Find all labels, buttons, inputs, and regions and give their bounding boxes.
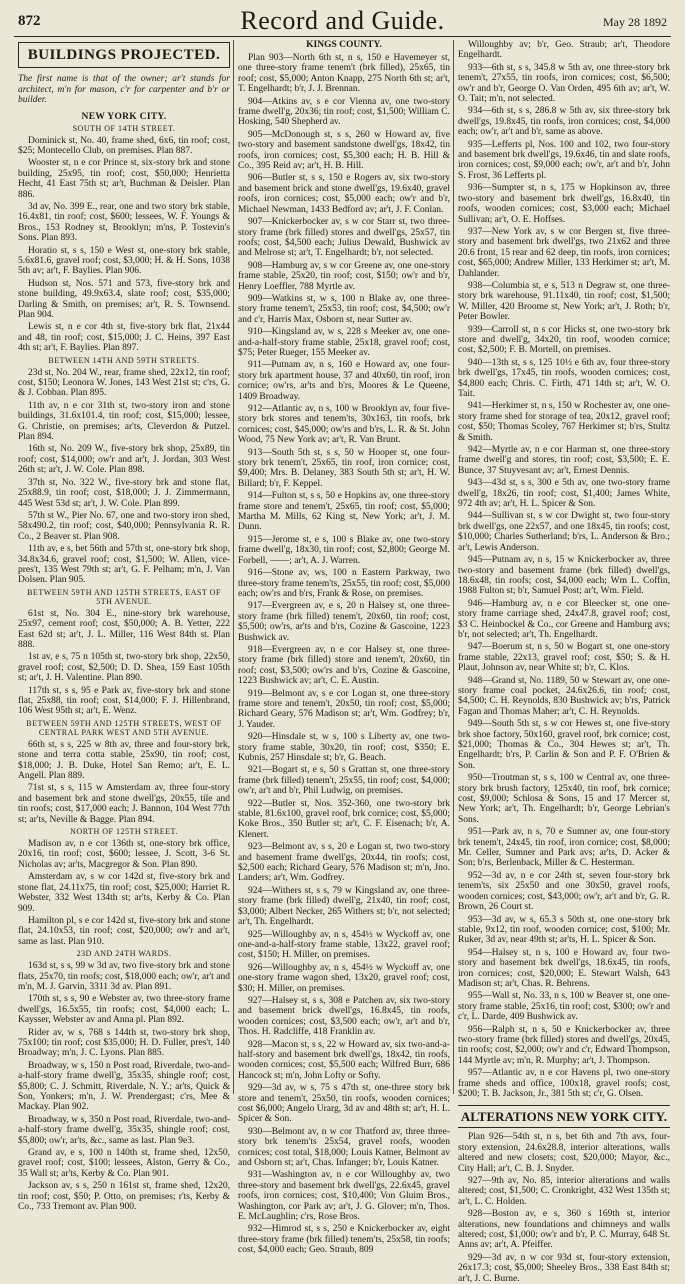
building-entry: Horatio st, s s, 150 e West st, one-story brk stable, 5.6x81.6, gravel roof; cost, $3,000; H. & H. Sons, 1038 5th av; ar't, F. Baylies. Plan 906. — [18, 245, 230, 277]
building-entry: 945—Putnam av, n s, 15 w Knickerbocker av, three two-story and basement frame (brk filled) dwell'gs, 18.6x48, tin roofs; cost, $4,000 each; Wm L. Coffin, 1988 Fulton st; b'r, Samuel Post; ar't, Wm. Field. — [458, 555, 670, 597]
building-entry: 943—43d st, s s, 300 e 5th av, one two-story frame dwell'g, 18x26, tin roof; cost, $1,400; James White, 972 4th av; ar't, H. L. Spicer & Son. — [458, 478, 670, 510]
building-entry: 908—Hamburg av, s w cor Greene av, one one-story frame stable, 25x20, tin roof; cost, $150; ow'r and b'r, Henry Loeffler, 788 Myrtle av. — [238, 260, 450, 292]
column-right — [458, 40, 670, 1284]
building-entry: 915—Jerome st, e s, 100 s Blake av, one two-story frame dwell'g, 18x30, tin roof; cost, $2,800; George M. Forbell, ——; ar't, A. J. Warren. — [238, 534, 450, 566]
building-entry: 929—3d av, w s, 75 s 47th st, one-three story brk store and tenem't, 25x50, tin roofs, wooden cornices; cost $6,000; Angelo Urarg, 3d av and 48th st; ar't, H. L. Spicer & Son. — [238, 1083, 450, 1125]
building-entry: 948—Grand st, No. 1189, 50 w Stewart av, one one-story frame coal pocket, 24.6x26.6, tin roof; cost, $4,500; C. H. Reynolds, 830 Bushwick av; b'rs, Patrick Fagan and Thomas Maher; ar't, C. H. Reynolds. — [458, 675, 670, 717]
building-entry: 953—3d av, w s, 65.3 s 50th st, one one-story brk stable, 9x12, tin roof, wooden cornice; cost, $100; Mr. Ruker, 3d av, near 49th st; ar'ts, H. L. Spicer & Son. — [458, 914, 670, 946]
column-middle — [238, 40, 450, 1256]
building-entry: Willoughby av; b'r, Geo. Straub; ar't, Theodore Engelhardt. — [458, 40, 670, 61]
building-entry: Plan 903—North 6th st, n s, 150 e Havemeyer st, one three-story frame tenem't (brk filled), 25x65, tin roof; cost, $5,000; Anton Knapp, 275 North 6th st; ar't, T. Engelhardt; b'r, J. J. Brennan. — [238, 53, 450, 95]
building-entry: 926—Willoughby av, n s, 454½ w Wyckoff av, one one-story frame wagon shed, 13x20, gravel roof; cost, $30; H. Miller, on premises. — [238, 962, 450, 994]
alteration-entry: Plan 926—54th st, n s, bet 6th and 7th avs, four-story extension, 24.6x28.8, interior alterations, walls altered and new closets; cost, $20,000; Mayor, &c., City Hall; ar't, C. B. J. Snyder. — [458, 1132, 670, 1174]
column-divider — [233, 40, 234, 1094]
section-heading: BUILDINGS PROJECTED. — [18, 42, 230, 68]
building-entry: 23d st, No. 204 W., rear, frame shed, 22x12, tin roof; cost, $150; Leonora W. Jones, 143 West 21st st; c'rs, G. & J. Cobban. Plan 895. — [18, 367, 230, 399]
district-heading: BETWEEN 59TH AND 125TH STREETS, WEST OF CENTRAL PARK WEST AND 5TH AVENUE. — [26, 718, 222, 737]
building-entry: 932—Himrod st, s s, 250 e Knickerbocker av, eight three-story frame (brk filled) tenem'ts, 25x58, tin roofs; cost, $4,000 each; Geo. Straub, 809 — [238, 1224, 450, 1256]
building-entry: 935—Lefferts pl, Nos. 100 and 102, two four-story and basement brk dwell'gs, 19.6x46, tin and slate roofs, iron cornices; cost, $9,000 each; ow'r, ar't and b'r, John S. Frost, 36 Lefferts pl. — [458, 139, 670, 181]
building-entry: 904—Atkins av, s e cor Vienna av, one two-story frame dwell'g, 20x36; tin roof; cost, $1,500; William C. Hosking, 540 Shepherd av. — [238, 96, 450, 128]
page-header — [14, 6, 671, 37]
building-entry: 905—McDonough st, s s, 260 w Howard av, five two-story and basement sandstone dwell'gs, 18x42, tin roofs, iron cornices; cost, $5,300 each; H. B. Hill & Co., 395 Reid av; ar't, H. B. Hill. — [238, 129, 450, 172]
section-heading: KINGS COUNTY. — [306, 40, 382, 50]
district-heading: SOUTH OF 14TH STREET. — [72, 123, 176, 133]
district-heading: NORTH OF 125TH STREET. — [70, 827, 178, 837]
building-entry: Madison av, n e cor 136th st, one-story brk office, 20x16, tin roof; cost, $600; lessee, J. Scott, 3-6 St. Nicholas av; ar'ts, Macgregor & Son. Plan 890. — [18, 839, 230, 870]
alterations-list — [458, 1132, 670, 1284]
district-heading: BETWEEN 14TH AND 59TH STREETS. — [48, 355, 200, 365]
building-entry: 3d av, No. 399 E., rear, one and two story brk stable, 16.4x81, tin roof; cost, $600; lessees, W. F. Youngs & Bros., 153 Rodney st, Brooklyn; m'ns, P. Tostevin's Sons. Plan 893. — [18, 201, 230, 244]
building-entry: Lewis st, n e cor 4th st, five-story brk flat, 21x44 and 48, tin roof; cost, $15,000; J. C. Heins, 397 East 4th st; ar't, F. Baylies. Plan 897. — [18, 322, 230, 354]
building-entry: Grand av, e s, 100 n 140th st, frame shed, 12x50, gravel roof; cost, $100; lessees, Alston, Gerry & Co., 35 Wall st; ar'ts, Kerby & Co. Plan 901. — [18, 1148, 230, 1179]
building-entry: 934—6th st, s s, 286.8 w 5th av, six three-story brk dwell'gs, 19.8x45, tin roofs, iron cornices; cost, $4,000 each; ow'r, ar't and b'r, same as above. — [458, 106, 670, 138]
building-entry: 11th av, e s, bet 56th and 57th st, one-story brk shop, 34.8x34.6, gravel roof; cost, $1,500; W. Allen, vice-pres't, 135 West 79th st; ar't, G. F. Pelham; m'n, J. Van Dolsen. Plan 905. — [18, 544, 230, 586]
building-entry: 950—Troutman st, s s, 100 w Central av, one three-story brk brush factory, 125x40, tin roof, brk cornice; cost, $9,000; Schlosa & Sons, 15 and 17 Mercer st, New York; ar't, Th. Engelhardt; b'r, George Lebrian's Sons. — [458, 773, 670, 825]
district-heading: 23D AND 24TH WARDS. — [76, 949, 172, 959]
building-entry: 37th st, No. 322 W., five-story brk and stone flat, 25x88.9, tin roof; cost, $18,000; J. J. Zimmermann, 445 West 53d st; ar't, J. W. Cole. Plan 899. — [18, 477, 230, 509]
building-entry: 71st st, s s, 115 w Amsterdam av, three four-story and basement brk and stone dwell'gs, 20x55, tile and tin roofs; cost, $17,000 each; J. Bannon, 104 West 77th st; ar'ts, Neville & Bagge. Plan 894. — [18, 783, 230, 825]
building-entry: Jackson av, s s, 250 n 161st st, frame shed, 12x20, tin roof; cost, $50; P. Otto, on premises; r'ts, Kerby & Co., 733 Tremont av. Plan 900. — [18, 1181, 230, 1213]
building-entry: Amsterdam av, s w cor 142d st, five-story brk and stone flat, 24.11x75, tin roof; cost, $25,000; Harriet R. Webster, 332 West 134th st; ar'ts, Kerby & Co. Plan 909. — [18, 872, 230, 914]
district-heading: BETWEEN 59TH AND 125TH STREETS, EAST OF 5TH AVENUE. — [27, 587, 221, 606]
building-entry: 941—Herkimer st, n s, 150 w Rochester av, one one-story frame shed for storage of tea, 20x12, gravel roof; cost, $50; Thomas Scoley, 767 Herkimer st; b'rs, Stultz & Smith. — [458, 401, 670, 443]
building-entry: 928—Macon st, s s, 22 w Howard av, six two-and-a-half-story and basement brk dwell'gs, 18x42, tin roofs, wooden cornices; cost, $5,500 each; Wilfred Burr, 686 Hancock st; m'n, John Lofty or Softy. — [238, 1039, 450, 1081]
building-entry: 907—Knickerbocker av, s w cor Starr st, two three-story frame (brk filled) stores and dwell'gs, 25x57, tin roofs; cost, $4,500 each; Julius Dewald, Bushwick av and Melrose st; ar't, T. Engelhardt; b'r, not selected. — [238, 217, 450, 259]
building-entry: 931—Washington av, n e cor Willoughby av, two three-story and basement brk dwell'gs, 22.6x45, gravel roofs, iron cornices; cost, $10,400; Von Gluim Bros., Washington, cor Park av; ar't, J. G. Glover; m'n, Thos. E. McLaughlin; c'rs, Rose Bros. — [238, 1170, 450, 1223]
building-entry: Dominick st, No. 40, frame shed, 6x6, tin roof; cost, $25; Montecello Club, on premises. Plan 887. — [18, 135, 230, 156]
building-entry: 955—Wall st, No. 33, n s, 100 w Beaver st, one one-story frame stable, 25x16, tin roof; cost, $300; ow'r and c'r, L. Darde, 409 Bushwick av. — [458, 991, 670, 1023]
building-entry: 61st st, No. 304 E., nine-story brk warehouse, 25x97, cement roof; cost, $50,000; A. B. Yetter, 222 East 62d st; ar't, J. L. Miller, 116 West 84th st. Plan 888. — [18, 608, 230, 650]
building-entry: 923—Belmont av, s s, 20 e Logan st, two two-story and basement frame dwell'gs, 20x44, tin roofs; cost, $2,500 each; Richard Geary, 576 Madison st; m'n, Jno. Landers; ar't, Wm. Godfrey. — [238, 842, 450, 884]
building-entry: 949—South 5th st, s w cor Hewes st, one five-story brk shoe factory, 50x160, gravel roof, brk cornice; cost, $21,000; Thomas & Co., 304 Hewes st; ar't, Th. Engelhardt; b'rs, P. Carlin & Son and P. F. O'Brien & Son. — [458, 719, 670, 771]
building-entry: 921—Bogart st, e s, 50 s Grattan st, one three-story frame (brk filled) tenem't, 25x55, tin roof; cost, $4,000; ow'r, ar't and b'r, Phil Ludwig, on premises. — [238, 765, 450, 797]
alteration-entry: 928—Boston av, e s, 360 s 169th st, interior alterations, new foundations and chimneys and walls altered; cost, $1,000; ow'r and b'r, P. C. Murray, 648 St. Anns av; ar't, A. Pfeiffer. — [458, 1209, 670, 1251]
building-entry: Hamilton pl, s e cor 142d st, five-story brk and stone flat, 24.10x53, tin roof; cost, $20,000; ow'r and ar't, same as last. Plan 910. — [18, 915, 230, 947]
alteration-entry: 929—3d av, n w cor 93d st, four-story extension, 26x17.3; cost, $5,000; Sheeley Bros., 338 East 84th st; ar't, J. C. Burne. — [458, 1252, 670, 1284]
building-entry: 1st av, e s, 75 n 105th st, two-story brk shop, 22x50, gravel roof; cost, $2,500; D. D. Shea, 159 East 105th st; ar't, J. H. Valentine. Plan 890. — [18, 652, 230, 684]
city-heading: NEW YORK CITY. — [81, 111, 167, 122]
building-entry: 57th st W., Pier No. 67, one and two-story iron shed, 58x490.2, tin roof; cost, $40,000; Pennsylvania R. R. Co., 2 Beaver st. Plan 908. — [18, 510, 230, 542]
building-entry: 117th st, s s, 95 e Park av, five-story brk and stone flat, 25x88, tin roof; cost, $14,000; F. J. Hillenbrand, 106 West 95th st; ar't, E. Wenz. — [18, 685, 230, 717]
building-entry: 930—Belmont av, n w cor Thatford av, three three-story brk tenem'ts 25x54, gravel roofs, wooden cornices; cost total, $18,000; Louis Katner, Belmont av and Osborn st; ar't, Chas. Infanger; b'r, Louis Katner. — [238, 1126, 450, 1169]
building-entry: 940—13th st, s s, 125 10½ e 6th av, four three-story brk dwell'gs, 17x45, tin roofs, wooden cornices; cost, $4,800 each; Chris. C. Firth, 471 14th st; ar't, W. O. Tait. — [458, 357, 670, 399]
building-entry: 912—Atlantic av, n s, 100 w Brooklyn av, four five-story brk stores and tenem'ts, 30x163, tin roofs, brk cornices; cost, $45,000; ow'rs and b'rs, L. R. & St. John Wood, 75 New York av; ar't, R. Van Brunt. — [238, 404, 450, 446]
building-entry: 919—Belmont av, s e cor Logan st, one three-story frame store and tenem't, 20x50, tin roof; cost, $5,000; Richard Geary, 576 Madison st; ar't, Wm. Godfrey; b'r, J. Yauder. — [238, 688, 450, 730]
building-entry: 956—Ralph st, n s, 50 e Knickerbocker av, three two-story frame (brk filled) stores and dwell'gs, 20x45, tin roofs; cost, $2,000; ow'r and c'r, Edward Thompson, 144 Myrtle av; m'n, R. Murphy; ar't, J. Thompson. — [458, 1024, 670, 1066]
building-entry: 163d st, s s, 99 w 3d av, two five-story brk and stone flats, 25x70, tin roofs; cost, $18,000 each; ow'r, ar't and m'n, M. J. Garvin, 3311 3d av. Plan 891. — [18, 961, 230, 992]
building-entry: 925—Willoughby av, n s, 454½ w Wyckoff av, one one-and-a-half-story frame stable, 13x22, gravel roof; cost, $150; H. Miller, on premises. — [238, 929, 450, 961]
building-entry: 947—Boerum st, n s, 50 w Bogart st, one one-story frame stable, 22x13, gravel roof; cost, $50; S. & H. Plaut, Johnson av, near White st; b'r, C. Klos. — [458, 642, 670, 674]
building-entry: 11th av, n e cor 31th st, two-story iron and stone buildings, 31.6x101.4, tin roof; cost, $15,000; lessee, G. Christie, on premises; ar'ts, Cleverdon & Putzel. Plan 894. — [18, 400, 230, 443]
building-entry: 936—Sumpter st, n s, 175 w Hopkinson av, three two-story and basement brk dwell'gs, 16.8x40, tin roofs, wooden cornices; cost, $3,000 each; Michael Sullivan; ar't, O. E. Hoffses. — [458, 183, 670, 225]
building-entry: 942—Myrtle av, n e cor Harman st, one three-story frame dwell'g and stores, tin roof; cost, $3,500; E. E. Bunce, 37 Stuyvesant av; ar't, Ernest Dennis. — [458, 445, 670, 476]
building-entry: 937—New York av, s w cor Bergen st, five three-story and basement brk dwell'gs, two 21x62 and three 20.6 front, 15 rear and 62 deep, tin roofs, iron cornices; cost, $65,000; Andrew Miller, 133 Herkimer st; ar't, M. Dahlander. — [458, 226, 670, 279]
building-entry: 933—6th st, s s, 345.8 w 5th av, one three-story brk tenem't, 27x55, tin roofs, iron cornices; cost, $6,500; ow'r and b'r, George O. Van Orden, 495 6th av; ar't, W. O. Tait; m'n, not selected. — [458, 62, 670, 105]
building-entry: 913—South 5th st, s s, 50 w Hooper st, one four-story brk tenem't, 25x65, tin roof, iron cornice; cost, $9,400; Mrs. B. Delaney, 383 South 5th st; ar't, H. W. Billard; b'r, F. Keppel. — [238, 447, 450, 489]
building-entry: 954—Halsey st, n s, 100 e Howard av, four two-story and basement brk dwell'gs, 18.6x45, tin roofs, iron cornices; cost, $20,000; E. Stewart Walsh, 643 Madison st; ar't, Chas. R. Behrens. — [458, 947, 670, 989]
page-title: Record and Guide. — [240, 6, 445, 35]
building-entry: 909—Watkins st, w s, 100 n Blake av, one three-story frame tenem't, 25x53, tin roof; cost, $4,500; ow'r and c'r, Harris Max, Osborn st, near Sutter av. — [238, 293, 450, 325]
page-number: 872 — [18, 13, 41, 29]
building-entry: 911—Putnam av, n s, 160 e Howard av, one four-story brk apartment house, 37 and 40x60, tin roof, iron cornice; ow'rs, ar'ts and b'rs, Moores & Le Queene, 1409 Broadway. — [238, 360, 450, 402]
alterations-heading: ALTERATIONS NEW YORK CITY. — [458, 1105, 670, 1128]
building-entry: 916—Stone av, ws, 100 n Eastern Parkway, two three-story frame tenem'ts, 25x55, tin roof; cost, $5,000 each; ow'rs and b'rs, Frank & Rose, on premises. — [238, 568, 450, 599]
building-entry: 906—Butler st, s s, 150 e Rogers av, six two-story and basement brick and stone dwell'gs, 19.6x40, gravel roofs, iron cornices; cost, $5,000 each; ow'r and b'r, Michael Newman, 1433 Bedford av; ar't, J. F. Conlan. — [238, 173, 450, 215]
building-entry: 944—Sullivan st, s w cor Dwight st, two four-story brk dwell'gs, one 22x57, and one 18x45, tin roofs; cost, $10,000; Charles Sutherland; b'rs, L. Anderson & Bro.; ar't, Lewis Anderson. — [458, 511, 670, 553]
building-entry: 922—Butler st, Nos. 352-360, one two-story brk stable, 81.6x100, gravel roof, brk cornice; cost, $5,000; Koke Bros., 350 Butler st; ar't, C. F. Eisenach; b'r, A. Klenert. — [238, 798, 450, 840]
building-entry: 917—Evergreen av, e s, 20 n Halsey st, one three-story frame (brk filled) tenem't, 20x60, tin roof; cost, $5,500; ow'rs, ar'ts and b'rs, Cozine & Gascoine, 1223 Bushwick av. — [238, 601, 450, 643]
column-divider — [453, 40, 454, 1094]
alteration-entry: 927—9th av, No. 85, interior alterations and walls altered; cost, $1,500; C. Cronkright, 432 West 135th st; ar't, L. C. Holden. — [458, 1176, 670, 1207]
building-entry: 927—Halsey st, s s, 308 e Patchen av, six two-story and basement brick dwell'gs, 16.8x45, tin roofs, wooden cornices; cost, $3,500 each; ow'r, ar't and b'r, Thos. H. Radcliffe, 418 Franklin av. — [238, 995, 450, 1038]
intro-note: The first name is that of the owner; ar't stands for architect, m'n for mason, c'r for carpenter and b'r or builder. — [18, 74, 230, 105]
entries-continued — [458, 40, 670, 1099]
building-entry: 170th st, s s, 90 e Webster av, two three-story frame dwell'gs, 16.5x55, tin roofs; cost, $4,000 each; L. Kaysser, Webster av and Anna pl. Plan 892. — [18, 994, 230, 1026]
building-entry: 920—Hinsdale st, w s, 100 s Liberty av, one two-story frame stable, 30x20, tin roof; cost, $350; E. Kubnis, 257 Hinsdale st; b'r, G. Beach. — [238, 732, 450, 763]
building-entry: 951—Park av, n s, 70 e Sumner av, one four-story brk tenem't, 24x45, tin roof, iron cornice; cost, $8,000; Mr. Celler, Sumner and Park avs; ar'ts, D. Acker & Son; b'rs, Berlenback, Miller & C. Hesterman. — [458, 827, 670, 869]
building-entry: 910—Kingsland av, w s, 228 s Meeker av, one one-and-a-half-story frame stable, 25x18, gravel roof; cost, $75; Peter Rueger, 155 Meeker av. — [238, 327, 450, 358]
building-entry: Broadway, w s, 350 n Post road, Riverdale, two-and-a-half-story frame dwell'g, 35x35, shingle roof; cost, $5,800; ow'r, ar'ts, &c., same as last. Plan 9e3. — [18, 1114, 230, 1146]
building-entry: 924—Withers st, s s, 79 w Kingsland av, one three-story frame (brk filled) dwell'g, 21x40, tin roof; cost, $3,000; Albert Necker, 265 Withers st; b'r, not selected; ar't, Th. Engelhardt. — [238, 885, 450, 928]
building-entry: 957—Atlantic av, n e cor Havens pl, two one-story frame sheds and office, 100x18, gravel roofs; cost, $200; T. B. Jackson, Jr., 381 5th st; c'r, G. Olsen. — [458, 1068, 670, 1099]
building-entry: 918—Evergreen av, n e cor Halsey st, one three-story frame (brk filled) store and tenem't, 20x60, tin roof; cost, $3,500; ow'rs and b'rs, Cozine & Gascoine, 1223 Bushwick av; ar't, C. E. Austin. — [238, 644, 450, 687]
building-entry: 66th st, s s, 225 w 8th av, three and four-story brk, stone and terra cotta stable, 25x90, tin roof; cost, $18,000; J. B. Duke, Hotel San Remo; ar't, E. L. Angell. Plan 889. — [18, 739, 230, 782]
building-entry: 914—Fulton st, s s, 50 e Hopkins av, one three-story frame store and tenem't, 25x65, tin roof; cost, $5,000; Martha M. Mills, 62 King st, New York; ar't, J. M. Dunn. — [238, 491, 450, 533]
building-entry: 16th st, No. 209 W., five-story brk shop, 25x89, tin roof; cost, $14,000; ow'r and ar't, J. Jordan, 303 West 26th st; ar't, J. W. Cole. Plan 898. — [18, 444, 230, 476]
building-entry: Broadway, w s, 150 n Post road, Riverdale, two-and-a-half-story frame dwell'g, 35x35, shingle roof; cost, $5,800; C. J. Schmitt, Riverdale, N. Y.; ar'ts, Quick & Son, Yonkers; m'n, J. W. Prendergast; c'rs, Mee & Mackay. Plan 902. — [18, 1060, 230, 1113]
building-entry: Wooster st, n e cor Prince st, six-story brk and stone building, 25x95, tin roof; cost, $50,000; Henrietta Hecht, 41 East 75th st; ar't, Buchman & Deisler. Plan 886. — [18, 158, 230, 200]
building-entry: 946—Hamburg av, n e cor Bleecker st, one one-story frame carriage shed, 24x47.8, gravel roof; cost, $3 C. Heinbockel & Co., cor Greene and Hamburg avs; b'r, not selected; ar't, Th. Engelhardt. — [458, 598, 670, 640]
building-entry: 938—Columbia st, e s, 513 n Degraw st, one three-story brk warehouse, 91.11x40, tin roof; cost, $1,500; W. Miller, 420 Broome st, New York; ar't, J. Roth; b'r, Peter Bowler. — [458, 280, 670, 323]
building-entry: Hudson st, Nos. 571 and 573, five-story brk and stone building, 49.9x63.4, slate roof; cost, $35,000; Darling & Smith, on premises; ar't, R. S. Townsend. Plan 904. — [18, 278, 230, 320]
issue-date: May 28 1892 — [603, 15, 667, 29]
building-entry: 939—Carroll st, n s cor Hicks st, one two-story brk store and dwell'g, 34x20, tin roof, wooden cornice; cost, $2,500; F. B. Mortell, on premises. — [458, 324, 670, 356]
building-entry: 952—3d av, n e cor 24th st, seven four-story brk tenem'ts, six 25x50 and one 30x50, gravel roofs, wooden cornices; cost, $43,000; ow'r, ar't and b'r, G. R. Brown, 26 Court st. — [458, 870, 670, 913]
building-entry: Rider av, w s, 768 s 144th st, two-story brk shop, 75x100; tin roof; cost $35,000; H. D. Fuller, pres't, 140 Broadway; m'n, J. C. Lyons. Plan 885. — [18, 1027, 230, 1059]
column-left — [18, 40, 230, 1213]
